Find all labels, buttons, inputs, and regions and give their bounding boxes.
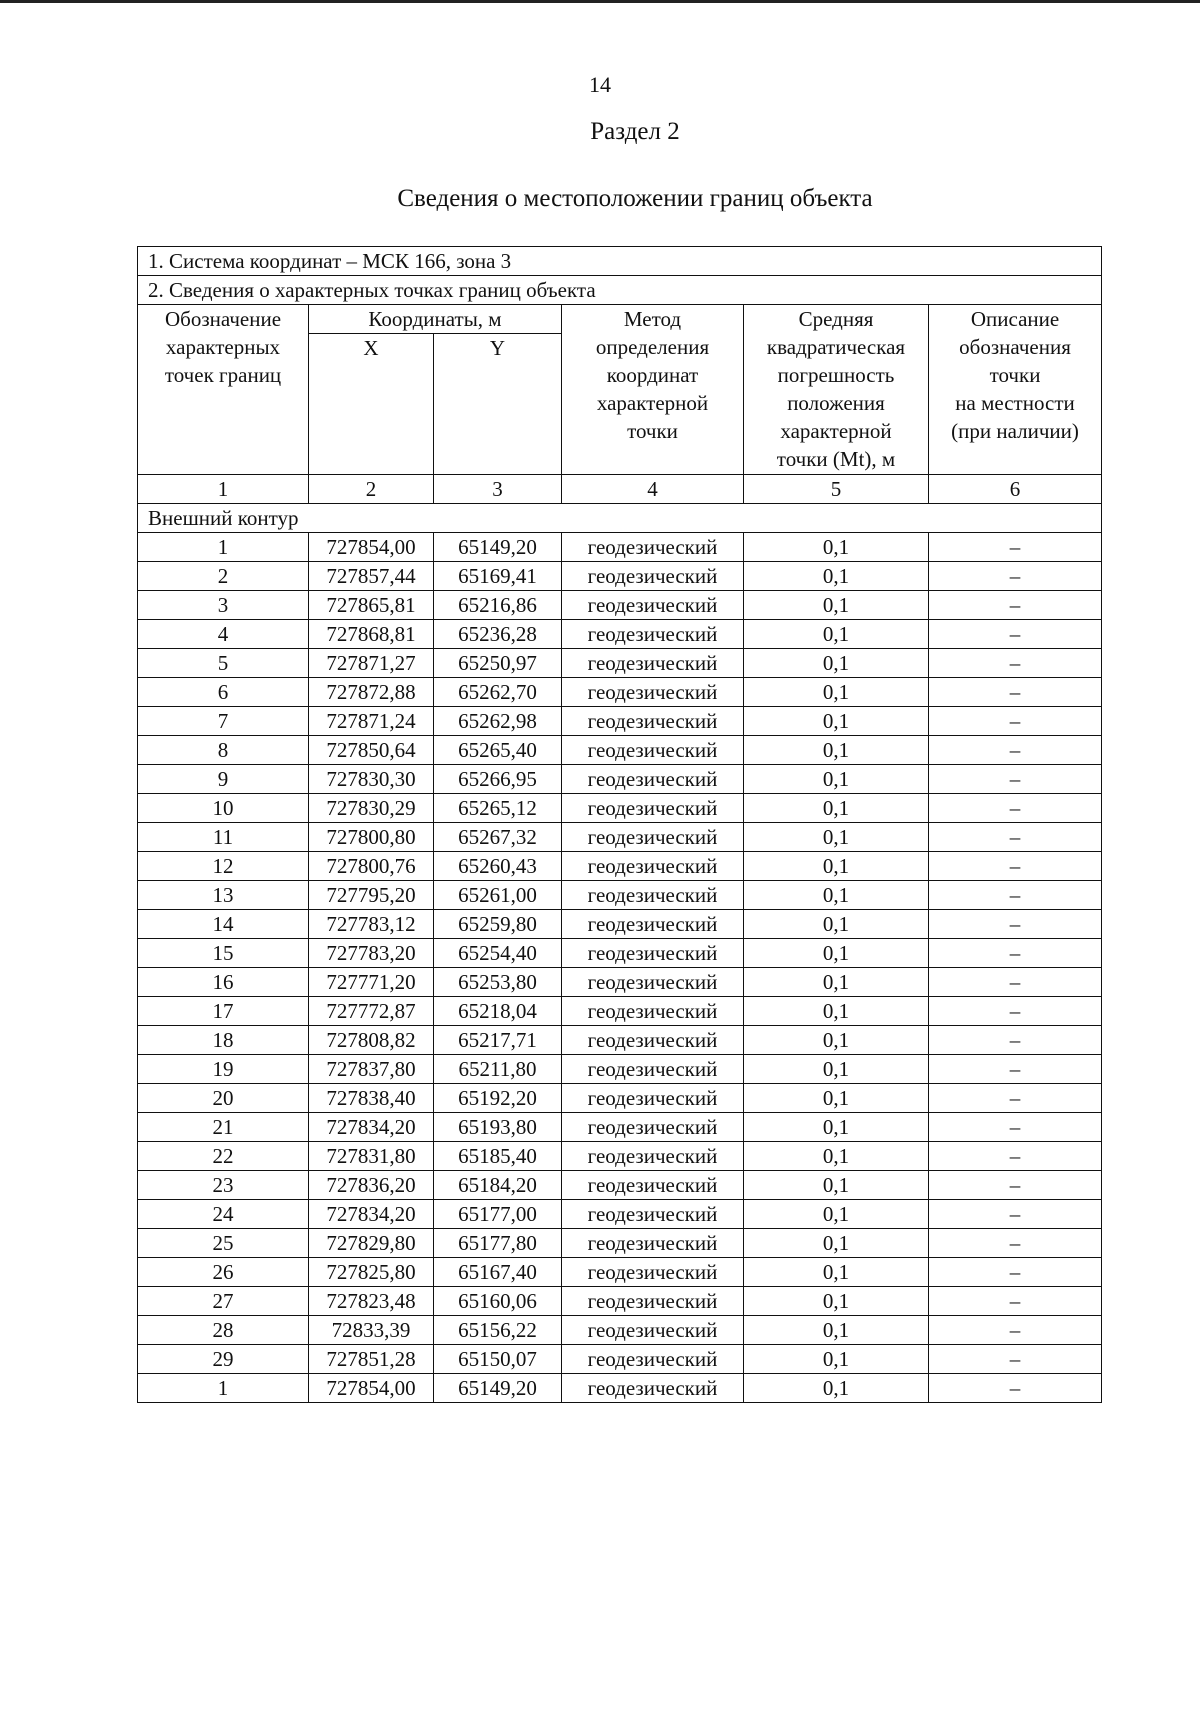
x-coordinate-cell: 727772,87: [309, 997, 434, 1026]
point-number-cell: 18: [138, 1026, 309, 1055]
description-cell: –: [929, 736, 1102, 765]
description-cell: –: [929, 1026, 1102, 1055]
x-coordinate-cell: 727829,80: [309, 1229, 434, 1258]
point-number-cell: 15: [138, 939, 309, 968]
accuracy-cell: 0,1: [744, 620, 929, 649]
y-coordinate-cell: 65177,00: [434, 1200, 562, 1229]
y-coordinate-cell: 65253,80: [434, 968, 562, 997]
description-cell: –: [929, 591, 1102, 620]
point-number-cell: 11: [138, 823, 309, 852]
method-cell: геодезический: [562, 620, 744, 649]
method-cell: геодезический: [562, 562, 744, 591]
y-coordinate-cell: 65262,70: [434, 678, 562, 707]
y-coordinate-cell: 65149,20: [434, 1374, 562, 1403]
boundary-points-table: [137, 246, 1102, 1403]
table-row: [138, 1171, 1102, 1200]
description-cell: –: [929, 678, 1102, 707]
description-cell: –: [929, 533, 1102, 562]
accuracy-cell: 0,1: [744, 1258, 929, 1287]
table-row: [138, 794, 1102, 823]
point-number-cell: 22: [138, 1142, 309, 1171]
x-coordinate-cell: 727837,80: [309, 1055, 434, 1084]
y-coordinate-cell: 65218,04: [434, 997, 562, 1026]
x-coordinate-cell: 727868,81: [309, 620, 434, 649]
method-cell: геодезический: [562, 910, 744, 939]
x-coordinate-cell: 727854,00: [309, 1374, 434, 1403]
y-coordinate-cell: 65160,06: [434, 1287, 562, 1316]
method-cell: геодезический: [562, 1026, 744, 1055]
header-coordinates: Координаты, м: [309, 305, 562, 334]
y-coordinate-cell: 65266,95: [434, 765, 562, 794]
point-number-cell: 4: [138, 620, 309, 649]
point-number-cell: 26: [138, 1258, 309, 1287]
description-cell: –: [929, 852, 1102, 881]
description-cell: –: [929, 997, 1102, 1026]
column-number: 6: [929, 475, 1102, 504]
document-heading: Сведения о местоположении границ объекта: [397, 185, 873, 212]
point-number-cell: 23: [138, 1171, 309, 1200]
table-row: [138, 736, 1102, 765]
header-y: Y: [434, 334, 562, 475]
description-cell: –: [929, 823, 1102, 852]
point-number-cell: 29: [138, 1345, 309, 1374]
accuracy-cell: 0,1: [744, 852, 929, 881]
accuracy-cell: 0,1: [744, 997, 929, 1026]
description-cell: –: [929, 1287, 1102, 1316]
method-cell: геодезический: [562, 765, 744, 794]
x-coordinate-cell: 727836,20: [309, 1171, 434, 1200]
description-cell: –: [929, 620, 1102, 649]
table-row: [138, 707, 1102, 736]
section-title: Раздел 2: [590, 118, 680, 145]
point-number-cell: 7: [138, 707, 309, 736]
point-number-cell: 24: [138, 1200, 309, 1229]
x-coordinate-cell: 727834,20: [309, 1113, 434, 1142]
table-row: [138, 533, 1102, 562]
accuracy-cell: 0,1: [744, 1026, 929, 1055]
x-coordinate-cell: 727851,28: [309, 1345, 434, 1374]
accuracy-cell: 0,1: [744, 649, 929, 678]
accuracy-cell: 0,1: [744, 765, 929, 794]
point-number-cell: 3: [138, 591, 309, 620]
y-coordinate-cell: 65261,00: [434, 881, 562, 910]
table-row: [138, 620, 1102, 649]
method-cell: геодезический: [562, 678, 744, 707]
description-cell: –: [929, 1229, 1102, 1258]
x-coordinate-cell: 727854,00: [309, 533, 434, 562]
x-coordinate-cell: 727857,44: [309, 562, 434, 591]
y-coordinate-cell: 65265,40: [434, 736, 562, 765]
point-number-cell: 12: [138, 852, 309, 881]
table-row: [138, 1200, 1102, 1229]
y-coordinate-cell: 65184,20: [434, 1171, 562, 1200]
point-number-cell: 28: [138, 1316, 309, 1345]
accuracy-cell: 0,1: [744, 794, 929, 823]
table-row: [138, 562, 1102, 591]
points-info-row: 2. Сведения о характерных точках границ объекта: [138, 276, 1102, 305]
point-number-cell: 17: [138, 997, 309, 1026]
x-coordinate-cell: 727834,20: [309, 1200, 434, 1229]
description-cell: –: [929, 1258, 1102, 1287]
y-coordinate-cell: 65211,80: [434, 1055, 562, 1084]
table-row: [138, 1345, 1102, 1374]
description-cell: –: [929, 910, 1102, 939]
description-cell: –: [929, 1374, 1102, 1403]
x-coordinate-cell: 727850,64: [309, 736, 434, 765]
header-accuracy: Средняя квадратическая погрешность положения характерной точки (Mt), м: [744, 305, 929, 475]
x-coordinate-cell: 727865,81: [309, 591, 434, 620]
header-point-designation: Обозначение характерных точек границ: [138, 305, 309, 475]
y-coordinate-cell: 65262,98: [434, 707, 562, 736]
table-row: [138, 1229, 1102, 1258]
accuracy-cell: 0,1: [744, 1142, 929, 1171]
method-cell: геодезический: [562, 852, 744, 881]
top-border-line: [0, 0, 1200, 3]
method-cell: геодезический: [562, 794, 744, 823]
y-coordinate-cell: 65193,80: [434, 1113, 562, 1142]
method-cell: геодезический: [562, 1200, 744, 1229]
description-cell: –: [929, 881, 1102, 910]
x-coordinate-cell: 727830,29: [309, 794, 434, 823]
description-cell: –: [929, 562, 1102, 591]
column-number-row: [138, 475, 1102, 504]
method-cell: геодезический: [562, 1229, 744, 1258]
table-row: [138, 1374, 1102, 1403]
y-coordinate-cell: 65156,22: [434, 1316, 562, 1345]
point-number-cell: 27: [138, 1287, 309, 1316]
description-cell: –: [929, 1142, 1102, 1171]
header-x: X: [309, 334, 434, 475]
table-row: [138, 1258, 1102, 1287]
column-number: 5: [744, 475, 929, 504]
x-coordinate-cell: 727771,20: [309, 968, 434, 997]
x-coordinate-cell: 72833,39: [309, 1316, 434, 1345]
point-number-cell: 16: [138, 968, 309, 997]
page-number: 14: [589, 72, 611, 97]
method-cell: геодезический: [562, 1374, 744, 1403]
point-number-cell: 19: [138, 1055, 309, 1084]
y-coordinate-cell: 65267,32: [434, 823, 562, 852]
point-number-cell: 21: [138, 1113, 309, 1142]
description-cell: –: [929, 1084, 1102, 1113]
point-number-cell: 9: [138, 765, 309, 794]
table-row: [138, 1113, 1102, 1142]
column-number: 2: [309, 475, 434, 504]
accuracy-cell: 0,1: [744, 823, 929, 852]
table-row: [138, 1026, 1102, 1055]
y-coordinate-cell: 65216,86: [434, 591, 562, 620]
accuracy-cell: 0,1: [744, 562, 929, 591]
x-coordinate-cell: 727800,76: [309, 852, 434, 881]
y-coordinate-cell: 65192,20: [434, 1084, 562, 1113]
accuracy-cell: 0,1: [744, 1287, 929, 1316]
table-row: [138, 1084, 1102, 1113]
method-cell: геодезический: [562, 939, 744, 968]
accuracy-cell: 0,1: [744, 910, 929, 939]
description-cell: –: [929, 1113, 1102, 1142]
y-coordinate-cell: 65167,40: [434, 1258, 562, 1287]
accuracy-cell: 0,1: [744, 533, 929, 562]
accuracy-cell: 0,1: [744, 881, 929, 910]
point-number-cell: 14: [138, 910, 309, 939]
y-coordinate-cell: 65149,20: [434, 533, 562, 562]
point-number-cell: 5: [138, 649, 309, 678]
table-row: [138, 910, 1102, 939]
method-cell: геодезический: [562, 1084, 744, 1113]
point-number-cell: 20: [138, 1084, 309, 1113]
x-coordinate-cell: 727831,80: [309, 1142, 434, 1171]
table-row: [138, 823, 1102, 852]
x-coordinate-cell: 727830,30: [309, 765, 434, 794]
x-coordinate-cell: 727783,12: [309, 910, 434, 939]
point-number-cell: 25: [138, 1229, 309, 1258]
method-cell: геодезический: [562, 1113, 744, 1142]
y-coordinate-cell: 65169,41: [434, 562, 562, 591]
y-coordinate-cell: 65177,80: [434, 1229, 562, 1258]
y-coordinate-cell: 65217,71: [434, 1026, 562, 1055]
x-coordinate-cell: 727871,24: [309, 707, 434, 736]
point-number-cell: 13: [138, 881, 309, 910]
description-cell: –: [929, 794, 1102, 823]
table-row: [138, 968, 1102, 997]
accuracy-cell: 0,1: [744, 939, 929, 968]
description-cell: –: [929, 1316, 1102, 1345]
point-number-cell: 1: [138, 533, 309, 562]
y-coordinate-cell: 65254,40: [434, 939, 562, 968]
x-coordinate-cell: 727808,82: [309, 1026, 434, 1055]
table-row: [138, 1055, 1102, 1084]
table-row: [138, 678, 1102, 707]
method-cell: геодезический: [562, 736, 744, 765]
method-cell: геодезический: [562, 1345, 744, 1374]
method-cell: геодезический: [562, 649, 744, 678]
table-row: [138, 765, 1102, 794]
description-cell: –: [929, 649, 1102, 678]
accuracy-cell: 0,1: [744, 707, 929, 736]
y-coordinate-cell: 65185,40: [434, 1142, 562, 1171]
accuracy-cell: 0,1: [744, 1374, 929, 1403]
method-cell: геодезический: [562, 1055, 744, 1084]
point-number-cell: 10: [138, 794, 309, 823]
x-coordinate-cell: 727825,80: [309, 1258, 434, 1287]
table-row: [138, 852, 1102, 881]
method-cell: геодезический: [562, 591, 744, 620]
accuracy-cell: 0,1: [744, 1055, 929, 1084]
point-number-cell: 6: [138, 678, 309, 707]
point-number-cell: 8: [138, 736, 309, 765]
header-method: Метод определения координат характерной точки: [562, 305, 744, 475]
accuracy-cell: 0,1: [744, 1171, 929, 1200]
accuracy-cell: 0,1: [744, 591, 929, 620]
point-number-cell: 2: [138, 562, 309, 591]
y-coordinate-cell: 65265,12: [434, 794, 562, 823]
accuracy-cell: 0,1: [744, 1200, 929, 1229]
method-cell: геодезический: [562, 968, 744, 997]
table-row: [138, 997, 1102, 1026]
accuracy-cell: 0,1: [744, 1345, 929, 1374]
method-cell: геодезический: [562, 1316, 744, 1345]
description-cell: –: [929, 1200, 1102, 1229]
x-coordinate-cell: 727871,27: [309, 649, 434, 678]
accuracy-cell: 0,1: [744, 1316, 929, 1345]
description-cell: –: [929, 1345, 1102, 1374]
table-row: [138, 1287, 1102, 1316]
point-number-cell: 1: [138, 1374, 309, 1403]
y-coordinate-cell: 65260,43: [434, 852, 562, 881]
accuracy-cell: 0,1: [744, 1229, 929, 1258]
accuracy-cell: 0,1: [744, 736, 929, 765]
description-cell: –: [929, 707, 1102, 736]
method-cell: геодезический: [562, 533, 744, 562]
description-cell: –: [929, 968, 1102, 997]
x-coordinate-cell: 727838,40: [309, 1084, 434, 1113]
method-cell: геодезический: [562, 1171, 744, 1200]
method-cell: геодезический: [562, 823, 744, 852]
x-coordinate-cell: 727872,88: [309, 678, 434, 707]
y-coordinate-cell: 65236,28: [434, 620, 562, 649]
accuracy-cell: 0,1: [744, 968, 929, 997]
description-cell: –: [929, 1171, 1102, 1200]
accuracy-cell: 0,1: [744, 678, 929, 707]
method-cell: геодезический: [562, 881, 744, 910]
method-cell: геодезический: [562, 997, 744, 1026]
column-number: 4: [562, 475, 744, 504]
table-row: [138, 649, 1102, 678]
method-cell: геодезический: [562, 1142, 744, 1171]
column-number: 3: [434, 475, 562, 504]
accuracy-cell: 0,1: [744, 1084, 929, 1113]
description-cell: –: [929, 765, 1102, 794]
coordinate-system-row: 1. Система координат – МСК 166, зона 3: [138, 247, 1102, 276]
table-row: [138, 939, 1102, 968]
table-row: [138, 591, 1102, 620]
method-cell: геодезический: [562, 707, 744, 736]
method-cell: геодезический: [562, 1258, 744, 1287]
table-row: [138, 1142, 1102, 1171]
description-cell: –: [929, 1055, 1102, 1084]
x-coordinate-cell: 727823,48: [309, 1287, 434, 1316]
accuracy-cell: 0,1: [744, 1113, 929, 1142]
method-cell: геодезический: [562, 1287, 744, 1316]
x-coordinate-cell: 727800,80: [309, 823, 434, 852]
y-coordinate-cell: 65250,97: [434, 649, 562, 678]
contour-label: Внешний контур: [138, 504, 1102, 533]
description-cell: –: [929, 939, 1102, 968]
y-coordinate-cell: 65259,80: [434, 910, 562, 939]
x-coordinate-cell: 727783,20: [309, 939, 434, 968]
x-coordinate-cell: 727795,20: [309, 881, 434, 910]
table-row: [138, 1316, 1102, 1345]
column-number: 1: [138, 475, 309, 504]
y-coordinate-cell: 65150,07: [434, 1345, 562, 1374]
header-description: Описание обозначения точки на местности (при наличии): [929, 305, 1102, 475]
table-row: [138, 881, 1102, 910]
